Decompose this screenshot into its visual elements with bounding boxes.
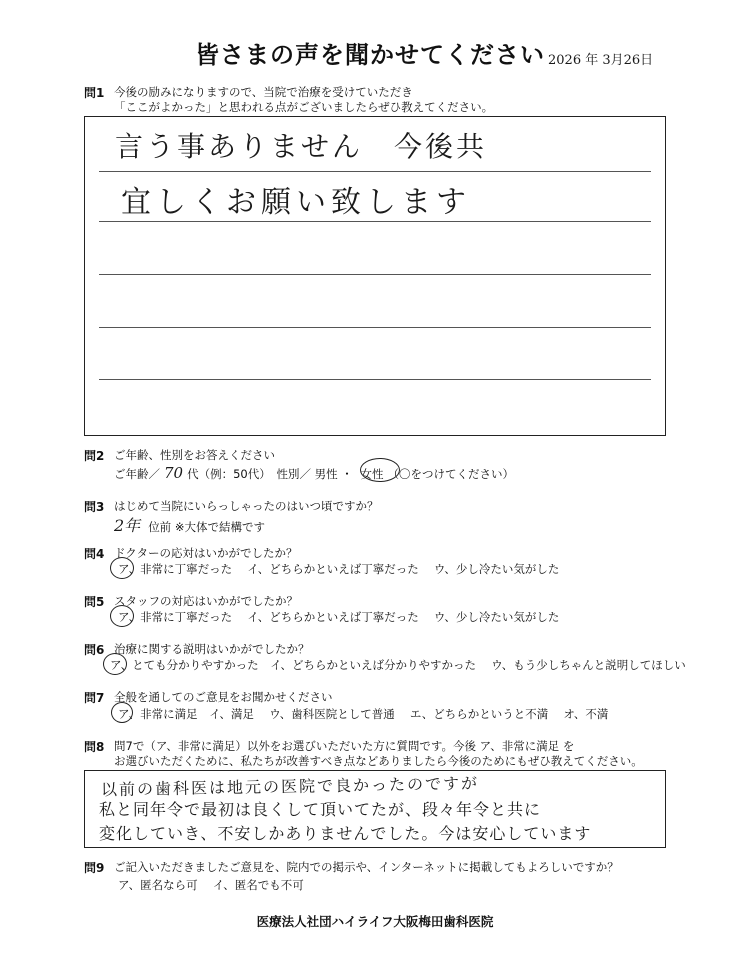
q6-text: 治療に関する説明はいかがでしたか？ xyxy=(114,642,310,656)
q5-text: スタッフの対応はいかがでしたか？ xyxy=(114,594,298,608)
q9-number: 問9 xyxy=(84,861,105,875)
page-title: 皆さまの声を聞かせてください xyxy=(195,41,545,69)
q5-selected-circle xyxy=(110,605,134,627)
answer-line xyxy=(99,379,651,380)
answer-line xyxy=(99,171,651,172)
q2-age-row xyxy=(114,464,514,482)
q7-options: ア、非常に満足 イ、満足 ウ、歯科医院として普通 エ、どちらかというと不満 オ、不満 xyxy=(118,707,609,721)
q2-age-suffix: 代（例：50代） 性別／ 男性 ・ xyxy=(187,467,353,481)
q7-selected-circle xyxy=(111,702,133,723)
answer-line xyxy=(99,221,651,222)
q6-options: ア、とても分かりやすかった イ、どちらかといえば分かりやすかった ウ、もう少しちゃんと説明してほしい xyxy=(110,658,686,672)
q1-number: 問1 xyxy=(84,86,105,100)
q4-text: ドクターの応対はいかがでしたか？ xyxy=(114,546,298,560)
q9-text: ご記入いただきましたご意見を、院内での掲示や、インターネットに掲載してもよろしいですか？ xyxy=(114,860,619,874)
q6-selected-circle xyxy=(103,653,127,675)
female-circle-mark xyxy=(360,458,400,482)
q8-answer-line2: 私と同年令で最初は良くして頂いてたが、段々年令と共に xyxy=(99,800,542,819)
q1-answer-box xyxy=(84,116,666,436)
q2-number: 問2 xyxy=(84,449,105,463)
q3-text: はじめて当院にいらっしゃったのはいつ頃ですか？ xyxy=(114,499,379,513)
q2-age-value: 70 xyxy=(164,464,184,482)
handwritten-date: 2026 年 3月26日 xyxy=(548,53,654,68)
q2-circle-note: （〇をつけてください） xyxy=(387,467,514,481)
q8-answer-box xyxy=(84,770,666,848)
q9-options: ア、匿名なら可 イ、匿名でも不可 xyxy=(118,878,304,892)
q2-text: ご年齢、性別をお答えください xyxy=(114,448,275,462)
q8-answer-line3: 変化していき、不安しかありませんでした。今は安心しています xyxy=(99,824,592,843)
q1-text-line1: 今後の励みになりますので、当院で治療を受けていただき xyxy=(114,85,413,99)
q7-number: 問7 xyxy=(84,691,105,705)
q8-text-line1: 問7で（ア、非常に満足）以外をお選びいただいた方に質問です。今後 ア、非常に満足 を xyxy=(114,739,575,753)
q6-number: 問6 xyxy=(84,643,105,657)
q5-number: 問5 xyxy=(84,595,105,609)
answer-line xyxy=(99,274,651,275)
q7-text: 全般を通してのご意見をお聞かせください xyxy=(114,690,333,704)
q4-selected-circle xyxy=(110,557,134,579)
answer-line xyxy=(99,327,651,328)
q4-options: ア、非常に丁寧だった イ、どちらかといえば丁寧だった ウ、少し冷たい気がした xyxy=(118,562,560,576)
q3-answer: 2年 xyxy=(114,516,141,535)
q4-number: 問4 xyxy=(84,547,105,561)
q8-number: 問8 xyxy=(84,740,105,754)
q2-age-label: ご年齢／ xyxy=(114,467,160,481)
clinic-name: 医療法人社団ハイライフ大阪梅田歯科医院 xyxy=(256,914,494,929)
q2-female-option: 女性 xyxy=(360,467,384,481)
q8-text-line2: お選びいただくために、私たちが改善すべき点などありましたら今後のためにもぜひ教えてください。 xyxy=(114,754,643,768)
q1-text-line2: 「ここがよかった」と思われる点がございましたらぜひ教えてください。 xyxy=(114,100,494,114)
q1-answer-line2: 宜しくお願い致します xyxy=(121,185,471,220)
q3-suffix: 位前 ※大体で結構です xyxy=(148,520,265,534)
q8-answer-line1: 以前の歯科医は地元の医院で良かったのですが xyxy=(100,773,480,800)
q5-options: ア、非常に丁寧だった イ、どちらかといえば丁寧だった ウ、少し冷たい気がした xyxy=(118,610,560,624)
q3-number: 問3 xyxy=(84,500,105,514)
q1-answer-line1: 言う事ありません 今後共 xyxy=(115,130,488,163)
q3-answer-row xyxy=(114,513,265,536)
